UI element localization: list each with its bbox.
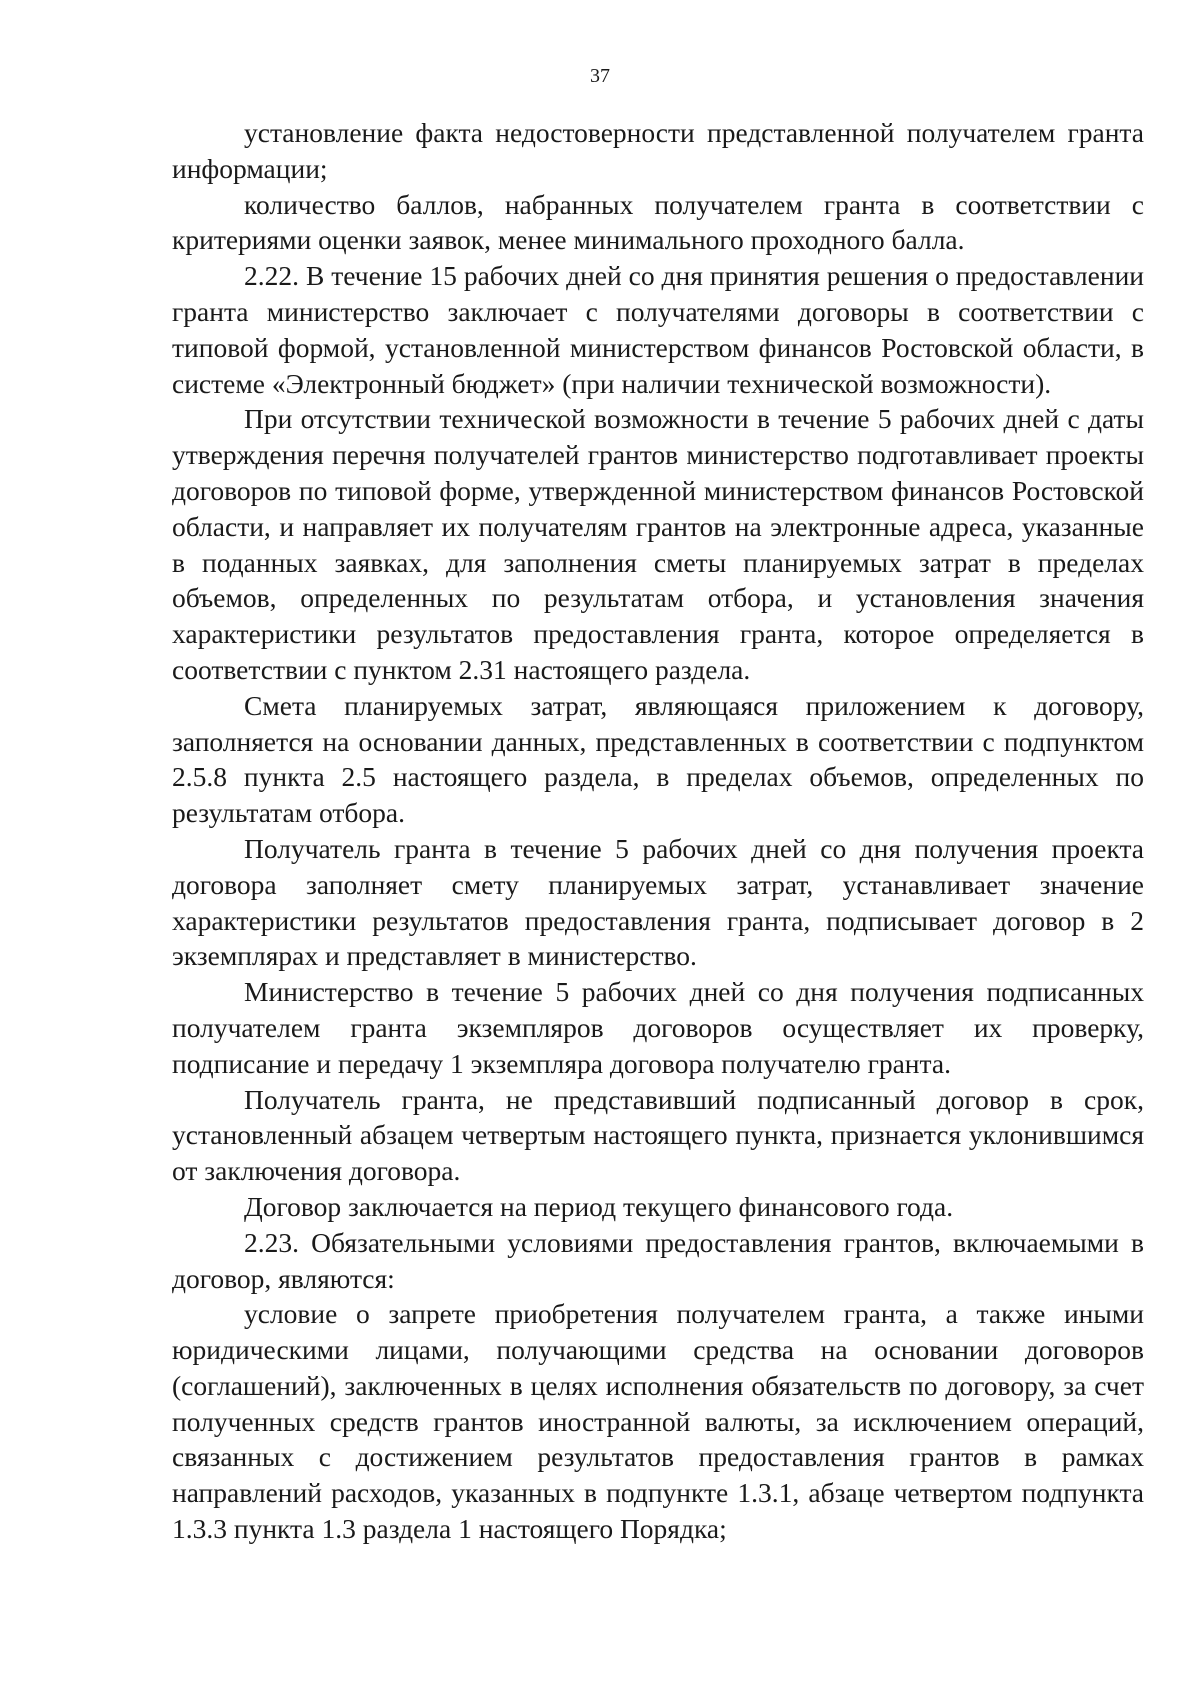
paragraph: Договор заключается на период текущего финансового года. (244, 1190, 954, 1222)
paragraph: установление факта недостоверности представленной получателем гранта информации; (172, 117, 1144, 184)
paragraph: условие о запрете приобретения получателем гранта, а также иными юридическими лицами, получающими средства на основании договоров (соглашений), заключенных в целях исполнения обязательств по договору, за счет полученных средств грантов иностранной валюты, за исключением операций, связанных с достижением результатов предоставления грантов в рамках направлений расходов, указанных в подпункте 1.3.1, абзаце четвертом подпункта 1.3.3 пункта 1.3 раздела 1 настоящего Порядка; (172, 1298, 1144, 1545)
paragraph: Смета планируемых затрат, являющаяся приложением к договору, заполняется на основании данных, представленных в соответствии с подпунктом 2.5.8 пункта 2.5 настоящего раздела, в пределах объемов, определенных по результатам отбора. (172, 689, 1144, 829)
paragraph: 2.22. В течение 15 рабочих дней со дня принятия решения о предоставлении гранта министерство заключает с получателями договоры в соответствии с типовой формой, установленной министерством финансов Ростовской области, в системе «Электронный бюджет» (при наличии технической возможности). (172, 260, 1144, 399)
paragraph: Министерство в течение 5 рабочих дней со дня получения подписанных получателем гранта экземпляров договоров осуществляет их проверку, подписание и передачу 1 экземпляра договора получателю гранта. (172, 976, 1144, 1079)
paragraph: При отсутствии технической возможности в течение 5 рабочих дней с даты утверждения перечня получателей грантов министерство подготавливает проекты договоров по типовой форме, утвержденной министерством финансов Ростовской области, и направляет их получателям грантов на электронные адреса, указанные в поданных заявках, для заполнения сметы планируемых затрат в пределах объемов, определенных по результатам отбора, и установления значения характеристики результатов предоставления гранта, которое определяется в соответствии с пунктом 2.31 настоящего раздела. (172, 403, 1144, 685)
paragraph: количество баллов, набранных получателем гранта в соответствии с критериями оценки заявок, менее минимального проходного балла. (172, 188, 1144, 256)
paragraph: 2.23. Обязательными условиями предоставления грантов, включаемыми в договор, являются: (172, 1226, 1144, 1294)
paragraph: Получатель гранта в течение 5 рабочих дней со дня получения проекта договора заполняет смету планируемых затрат, устанавливает значение характеристики результатов предоставления гранта, подписывает договор в 2 экземплярах и представляет в министерство. (172, 832, 1144, 972)
page-number: 37 (590, 65, 610, 87)
document-body (172, 115, 1144, 1547)
paragraph: Получатель гранта, не представивший подписанный договор в срок, установленный абзацем четвертым настоящего пункта, признается уклонившимся от заключения договора. (172, 1083, 1144, 1187)
